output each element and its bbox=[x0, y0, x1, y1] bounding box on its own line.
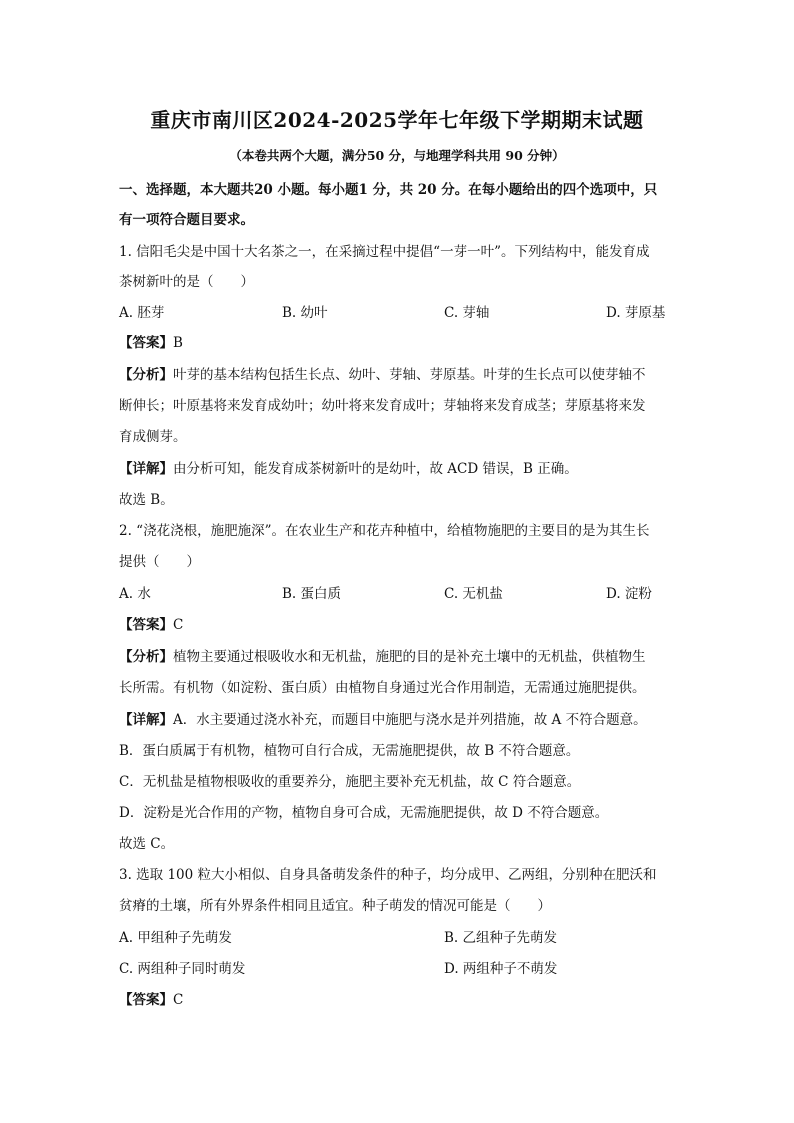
q3-option-b: B. 乙组种子先萌发 bbox=[444, 930, 558, 946]
answer-tag: 【答案】 bbox=[119, 335, 173, 351]
q1-analysis-line1 bbox=[119, 363, 646, 383]
answer-tag: 【答案】 bbox=[119, 992, 173, 1008]
analysis-text: 叶芽的基本结构包括生长点、幼叶、芽轴、芽原基。叶芽的生长点可以使芽轴不 bbox=[173, 367, 646, 383]
q2-option-b: B. 蛋白质 bbox=[282, 586, 342, 602]
q3-stem-line1: 3. 选取 100 粒大小相似、自身具备萌发条件的种子，均分成甲、乙两组，分别种在肥沃和 bbox=[119, 867, 657, 883]
analysis-tag: 【分析】 bbox=[119, 649, 173, 665]
q3-option-a: A. 甲组种子先萌发 bbox=[119, 930, 232, 946]
detail-tag: 【详解】 bbox=[119, 712, 173, 728]
analysis-tag: 【分析】 bbox=[119, 367, 173, 383]
q1-analysis-line2: 断伸长；叶原基将来发育成幼叶；幼叶将来发育成叶；芽轴将来发育成茎；芽原基将来发 bbox=[119, 398, 646, 414]
answer-tag: 【答案】 bbox=[119, 617, 173, 633]
q3-answer bbox=[119, 988, 183, 1008]
q3-option-d: D. 两组种子不萌发 bbox=[444, 961, 558, 977]
q1-stem-line2: 茶树新叶的是（ ） bbox=[119, 274, 254, 290]
q2-stem-line1: 2. “浇花浇根，施肥施深”。在农业生产和花卉种植中，给植物施肥的主要目的是为其生长 bbox=[119, 523, 650, 539]
q1-conclusion: 故选 B。 bbox=[119, 492, 174, 508]
section-heading-line1: 一、选择题，本大题共20 小题。每小题1 分，共 20 分。在每小题给出的四个选项中，只 bbox=[119, 182, 658, 198]
q1-answer bbox=[119, 331, 183, 351]
section-heading-line2: 有一项符合题目要求。 bbox=[119, 212, 254, 228]
q2-detail-b: B．蛋白质属于有机物，植物可自行合成，无需施肥提供，故 B 不符合题意。 bbox=[119, 743, 580, 759]
page-subtitle: （本卷共两个大题，满分50 分，与地理学科共用 90 分钟） bbox=[229, 148, 565, 163]
q2-analysis-line2: 长所需。有机物（如淀粉、蛋白质）由植物自身通过光合作用制造，无需通过施肥提供。 bbox=[119, 680, 646, 696]
q2-detail-a bbox=[119, 708, 647, 728]
q3-option-c: C. 两组种子同时萌发 bbox=[119, 961, 246, 977]
page-title: 重庆市南川区2024-2025学年七年级下学期期末试题 bbox=[150, 108, 644, 132]
answer-value: C bbox=[173, 992, 184, 1008]
q1-detail bbox=[119, 457, 578, 477]
detail-tag: 【详解】 bbox=[119, 461, 173, 477]
answer-value: B bbox=[173, 335, 183, 351]
q1-stem-line1: 1. 信阳毛尖是中国十大名茶之一，在采摘过程中提倡“一芽一叶”。下列结构中，能发育成 bbox=[119, 244, 650, 260]
detail-text: A．水主要通过浇水补充，而题目中施肥与浇水是并列措施，故 A 不符合题意。 bbox=[173, 712, 647, 728]
analysis-text: 植物主要通过根吸收水和无机盐，施肥的目的是补充土壤中的无机盐，供植物生 bbox=[173, 649, 646, 665]
q1-option-a: A. 胚芽 bbox=[119, 305, 165, 321]
q1-option-d: D. 芽原基 bbox=[606, 305, 666, 321]
q3-stem-line2: 贫瘠的土壤，所有外界条件相同且适宜。种子萌发的情况可能是（ ） bbox=[119, 898, 551, 914]
q2-detail-c: C．无机盐是植物根吸收的重要养分，施肥主要补充无机盐，故 C 符合题意。 bbox=[119, 774, 581, 790]
q1-option-c: C. 芽轴 bbox=[444, 305, 490, 321]
answer-value: C bbox=[173, 617, 184, 633]
q2-answer bbox=[119, 613, 183, 633]
q1-analysis-line3: 育成侧芽。 bbox=[119, 429, 187, 445]
q2-option-d: D. 淀粉 bbox=[606, 586, 652, 602]
q2-option-c: C. 无机盐 bbox=[444, 586, 503, 602]
q2-stem-line2: 提供（ ） bbox=[119, 554, 200, 570]
detail-text: 由分析可知，能发育成茶树新叶的是幼叶，故 ACD 错误，B 正确。 bbox=[173, 461, 578, 477]
q2-conclusion: 故选 C。 bbox=[119, 836, 175, 852]
q2-analysis-line1 bbox=[119, 645, 646, 665]
q2-detail-d: D．淀粉是光合作用的产物，植物自身可合成，无需施肥提供，故 D 不符合题意。 bbox=[119, 805, 609, 821]
q1-option-b: B. 幼叶 bbox=[282, 305, 328, 321]
q2-option-a: A. 水 bbox=[119, 586, 151, 602]
